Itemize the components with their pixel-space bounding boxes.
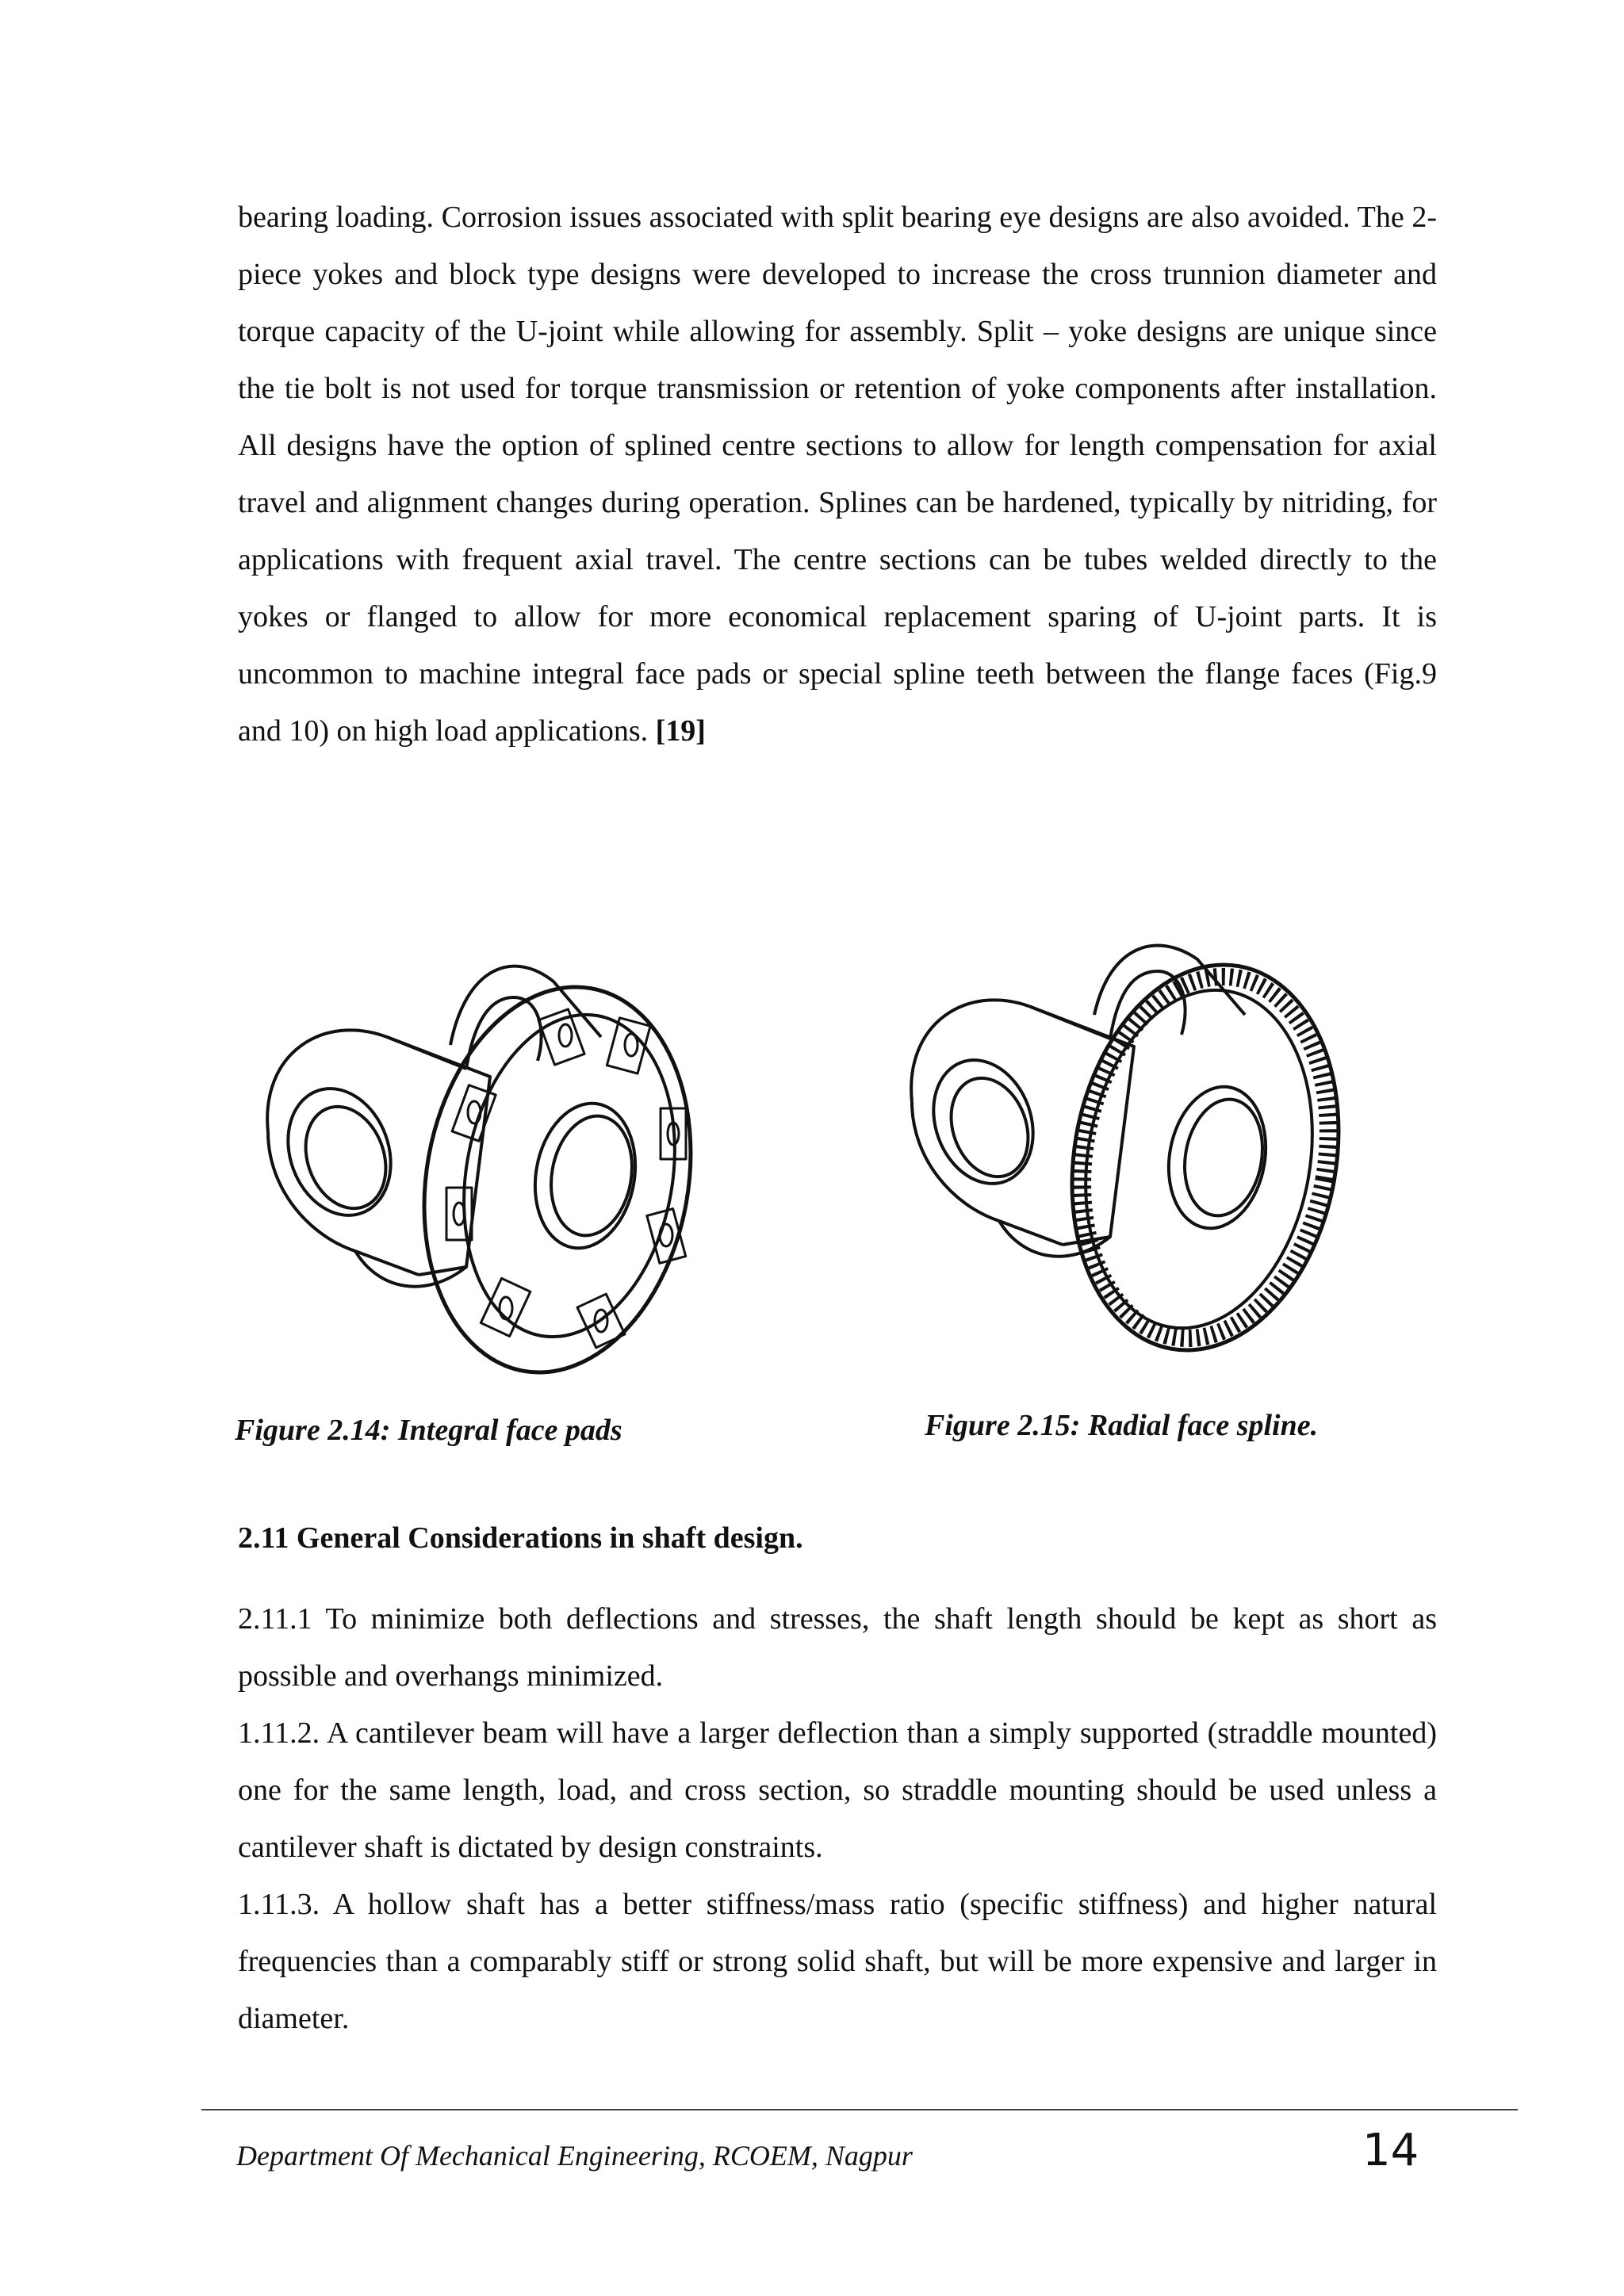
consideration-item: 1.11.2. A cantilever beam will have a larger deflection than a simply supported (straddle mounted) one for the same length, load, and cross section, so straddle mounting should be used unless a cantilever shaft is dictated by design constraints. [238,1716,1437,1864]
figure-caption-2-14: Figure 2.14: Integral face pads [235,1414,622,1447]
figure-caption-2-15: Figure 2.15: Radial face spline. [925,1409,1319,1442]
footer-department: Department Of Mechanical Engineering, RCOEM, Nagpur [236,2140,913,2172]
integral-face-pads-figure [252,950,744,1394]
footer-divider [201,2109,1518,2110]
section-heading: 2.11 General Considerations in shaft design. [238,1521,803,1555]
page-number: 14 [1362,2125,1419,2176]
yoke-face-spline-drawing [904,936,1396,1380]
consideration-item: 1.11.3. A hollow shaft has a better stiffness/mass ratio (specific stiffness) and higher natural frequencies than a comparably stiff or strong solid shaft, but will be more expensive and larger in diameter. [238,1888,1437,2035]
body-paragraph [238,189,1437,760]
citation-reference: [19] [655,714,706,748]
consideration-item: 2.11.1 To minimize both deflections and stresses, the shaft length should be kept as short as possible and overhangs minimized. [238,1602,1437,1693]
yoke-face-pads-drawing [252,950,744,1394]
paragraph-text: bearing loading. Corrosion issues associated with split bearing eye designs are also avoided. The 2-piece yokes and block type designs were developed to increase the cross trunnion diameter and torque capacity of the U-joint while allowing for assembly. Split – yoke designs are unique since the tie bolt is not used for torque transmission or retention of yoke components after installation. All designs have the option of splined centre sections to allow for length compensation for axial travel and alignment changes during operation. Splines can be hardened, typically by nitriding, for applications with frequent axial travel. The centre sections can be tubes welded directly to the yokes or flanged to allow for more economical replacement sparing of U-joint parts. It is uncommon to machine integral face pads or special spline teeth between the flange faces (Fig.9 and 10) on high load applications. [238,201,1437,748]
radial-face-spline-figure [904,936,1396,1380]
